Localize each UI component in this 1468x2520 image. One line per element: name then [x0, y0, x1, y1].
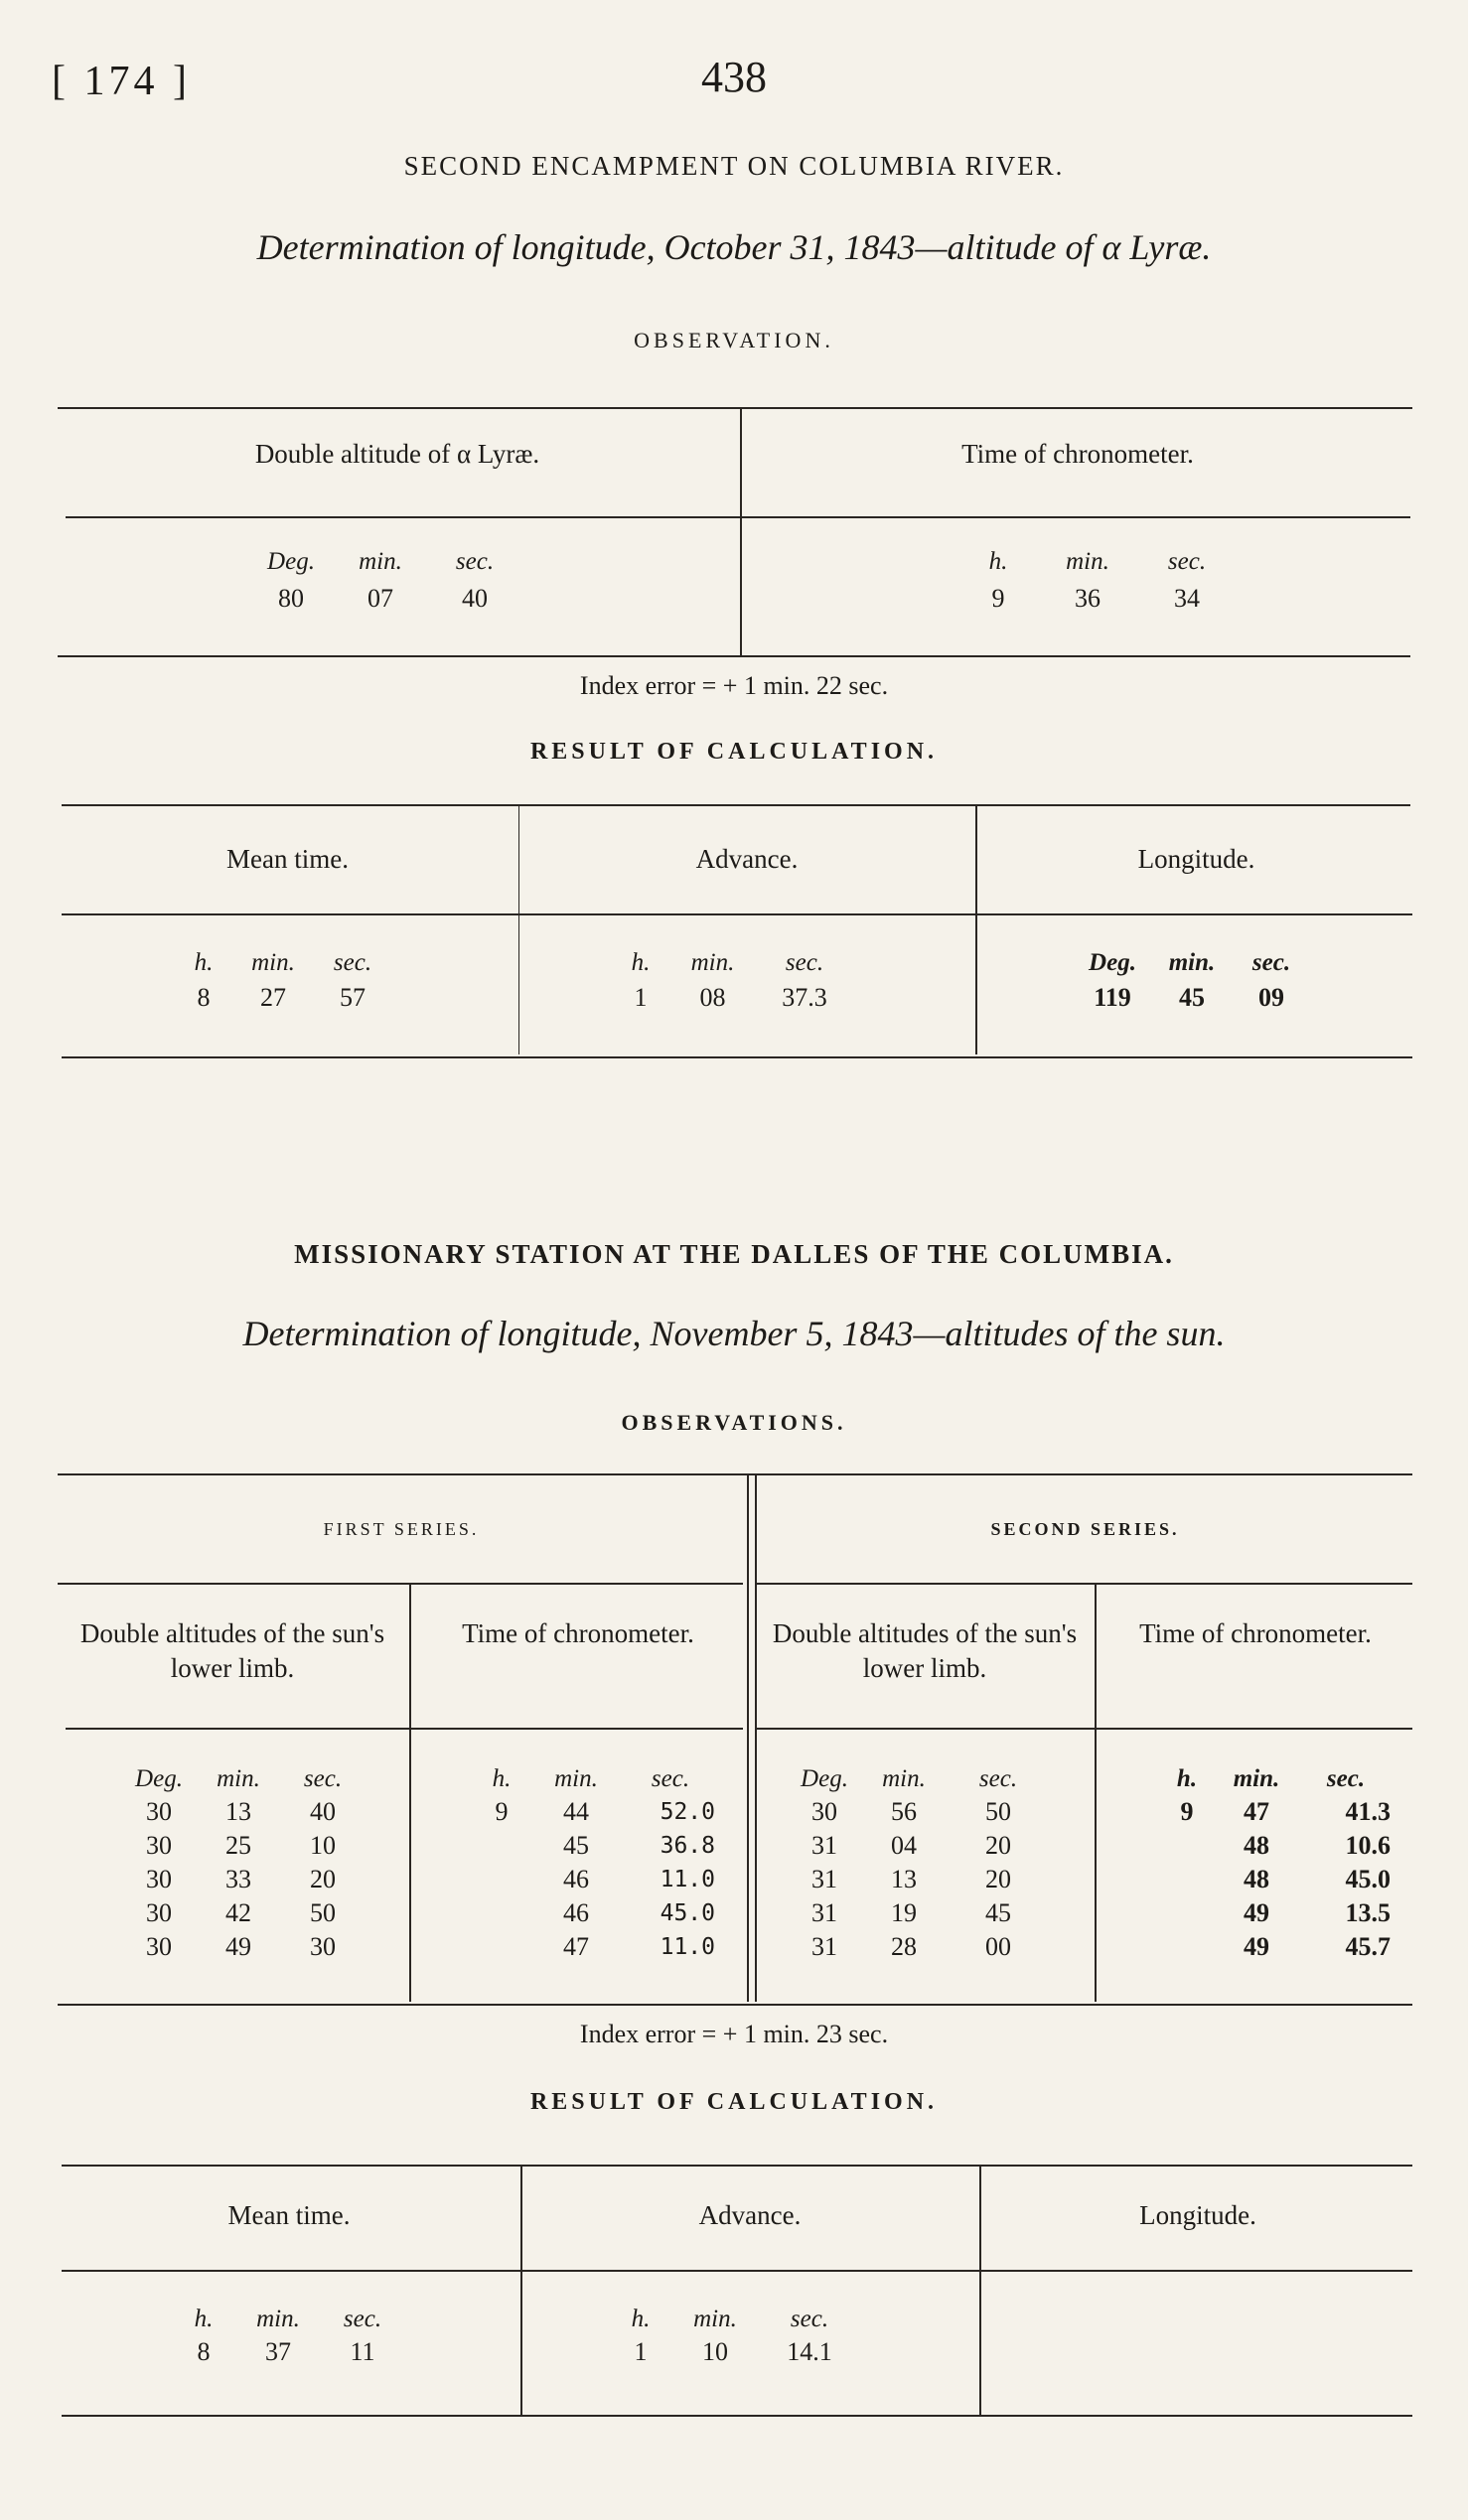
value-min: 37 [265, 2337, 291, 2366]
result2-col2-values [616, 2337, 854, 2367]
value-h: 8 [197, 983, 211, 1012]
first-time-h-column [477, 1795, 526, 1964]
cell: 49 [225, 1932, 251, 1961]
table-rule [66, 516, 1410, 518]
cell [1184, 1863, 1191, 1896]
cell: 45.7 [1345, 1932, 1391, 1961]
second-alt-sec-column [954, 1795, 1043, 1964]
unit-h: h. [988, 548, 1008, 575]
cell: 31 [811, 1865, 837, 1893]
table-rule [62, 2270, 1412, 2272]
cell: 44 [563, 1797, 589, 1826]
obs-col2-values [963, 584, 1232, 614]
cell: 30 [146, 1797, 172, 1826]
table-divider [520, 2167, 522, 2415]
table-rule [58, 407, 1412, 409]
result1-col1-units [179, 949, 387, 977]
second-alt-header: Double altitudes of the sun's lower limb. [772, 1618, 1078, 1684]
value-deg: 119 [1094, 983, 1131, 1012]
result1-col2-values [616, 983, 849, 1013]
result1-col3-values [1078, 983, 1306, 1013]
unit-h: h. [1176, 1765, 1198, 1792]
value-sec: 37.3 [782, 983, 827, 1012]
value-sec: 14.1 [787, 2337, 832, 2366]
cell: 13 [891, 1865, 917, 1893]
section1-title: SECOND ENCAMPMENT ON COLUMBIA RIVER. [403, 151, 1065, 181]
section1-index-error: Index error = + 1 min. 22 sec. [579, 671, 889, 700]
unit-deg: Deg. [135, 1765, 183, 1792]
cell: 30 [146, 1932, 172, 1961]
unit-min: min. [690, 949, 735, 976]
result2-col3-header: Longitude. [1139, 2200, 1256, 2230]
second-time-h-column [1162, 1795, 1212, 1964]
first-alt-values [129, 1795, 358, 1964]
unit-min: min. [359, 548, 402, 575]
table-rule [757, 1728, 1412, 1730]
cell: 41.3 [1345, 1797, 1391, 1826]
unit-min: min. [217, 1765, 260, 1792]
table-rule [62, 2415, 1412, 2417]
cell: 13.5 [1345, 1898, 1391, 1927]
unit-min: min. [1066, 548, 1109, 575]
obs-col2-units [963, 548, 1232, 576]
cell: 11.0 [660, 1934, 715, 1960]
cell: 30 [811, 1797, 837, 1826]
table-rule [62, 1056, 1412, 1058]
cell: 10 [310, 1831, 336, 1860]
unit-min: min. [693, 2306, 737, 2332]
cell: 28 [891, 1932, 917, 1961]
unit-deg: Deg. [801, 1765, 848, 1792]
table-divider [518, 806, 519, 1054]
cell: 9 [495, 1797, 509, 1826]
unit-sec: sec. [1251, 949, 1291, 976]
unit-sec: sec. [343, 2306, 382, 2332]
first-time-header: Time of chronometer. [462, 1618, 694, 1648]
unit-h: h. [194, 949, 214, 976]
unit-sec: sec. [651, 1765, 690, 1792]
cell: 49 [1244, 1932, 1269, 1961]
obs-col1-header: Double altitude of α Lyræ. [254, 439, 540, 469]
unit-sec: sec. [978, 1765, 1018, 1792]
cell [1184, 1829, 1191, 1863]
cell: 13 [225, 1797, 251, 1826]
cell: 47 [563, 1932, 589, 1961]
cell: 31 [811, 1831, 837, 1860]
table-divider [740, 407, 742, 655]
section2-title: MISSIONARY STATION AT THE DALLES OF THE COLUMBIA. [294, 1239, 1174, 1269]
cell: 47 [1244, 1797, 1269, 1826]
page-number: 438 [701, 53, 767, 101]
unit-min: min. [1168, 949, 1216, 976]
unit-sec: sec. [333, 949, 372, 976]
table-rule [58, 1473, 1412, 1475]
value-h: 1 [634, 983, 648, 1012]
value-sec: 34 [1174, 584, 1200, 613]
second-alt-units [795, 1765, 1043, 1793]
value-min: 45 [1179, 983, 1205, 1012]
cell: 20 [310, 1865, 336, 1893]
cell: 19 [891, 1898, 917, 1927]
obs-col1-values [256, 584, 514, 614]
unit-sec: sec. [785, 949, 824, 976]
table-divider [1095, 1585, 1097, 2002]
unit-min: min. [882, 1765, 926, 1792]
table-rule [58, 655, 1410, 657]
section1-subtitle: Determination of longitude, October 31, 1843—altitude of α Lyræ. [256, 227, 1212, 267]
value-sec: 11 [350, 2337, 375, 2366]
cell: 48 [1244, 1831, 1269, 1860]
second-alt-min-column [854, 1795, 954, 1964]
cell: 45 [563, 1831, 589, 1860]
table-rule [62, 913, 1412, 915]
section1-observation-label: OBSERVATION. [634, 328, 834, 352]
cell: 40 [310, 1797, 336, 1826]
unit-sec: sec. [455, 548, 495, 575]
section2-result-label: RESULT OF CALCULATION. [529, 2089, 939, 2115]
first-alt-min-column [189, 1795, 288, 1964]
value-sec: 40 [462, 584, 488, 613]
cell: 50 [985, 1797, 1011, 1826]
cell: 31 [811, 1898, 837, 1927]
result2-col2-units [616, 2306, 854, 2333]
value-min: 10 [702, 2337, 728, 2366]
cell: 48 [1244, 1865, 1269, 1893]
result1-col1-values [179, 983, 387, 1013]
second-time-header: Time of chronometer. [1139, 1618, 1372, 1648]
unit-min: min. [256, 2306, 300, 2332]
table-divider [975, 806, 977, 1054]
cell: 20 [985, 1865, 1011, 1893]
unit-h: h. [194, 2306, 214, 2332]
cell [1184, 1930, 1191, 1964]
unit-min: min. [554, 1765, 598, 1792]
second-time-min-column [1212, 1795, 1301, 1964]
value-min: 08 [699, 983, 726, 1012]
cell: 46 [563, 1865, 589, 1893]
cell [499, 1863, 506, 1896]
result1-col3-header: Longitude. [1137, 844, 1255, 874]
unit-deg: Deg. [267, 548, 315, 575]
section2-subtitle: Determination of longitude, November 5, 1843—altitudes of the sun. [242, 1314, 1226, 1353]
unit-min: min. [251, 949, 295, 976]
cell: 56 [891, 1797, 917, 1826]
result2-col2-header: Advance. [698, 2200, 802, 2230]
second-alt-values [795, 1795, 1043, 1964]
bracket-page-number: [ 174 ] [52, 59, 191, 104]
cell: 36.8 [660, 1833, 715, 1859]
value-min: 36 [1075, 584, 1101, 613]
cell: 11.0 [660, 1867, 715, 1892]
obs-col1-units [256, 548, 514, 576]
value-min: 07 [367, 584, 393, 613]
second-time-values [1162, 1795, 1391, 1964]
first-time-min-column [526, 1795, 626, 1964]
first-time-sec-column [626, 1795, 715, 1964]
unit-h: h. [631, 2306, 651, 2332]
cell [499, 1896, 506, 1930]
unit-sec: sec. [303, 1765, 343, 1792]
cell: 45 [985, 1898, 1011, 1927]
table-rule [66, 1728, 743, 1730]
table-divider [979, 2167, 981, 2415]
result1-col2-units [616, 949, 849, 977]
cell: 42 [225, 1898, 251, 1927]
first-alt-sec-column [288, 1795, 358, 1964]
cell [499, 1930, 506, 1964]
cell: 46 [563, 1898, 589, 1927]
first-alt-header: Double altitudes of the sun's lower limb. [79, 1618, 385, 1684]
cell: 9 [1180, 1797, 1194, 1826]
section1-result-label: RESULT OF CALCULATION. [529, 739, 939, 765]
first-alt-deg-column [129, 1795, 189, 1964]
cell: 30 [146, 1831, 172, 1860]
unit-h: h. [492, 1765, 512, 1792]
section2-observation-label: OBSERVATIONS. [621, 1410, 847, 1435]
unit-deg: Deg. [1089, 949, 1136, 976]
unit-sec: sec. [1167, 548, 1207, 575]
table-divider [409, 1585, 411, 2002]
result2-col1-values [179, 2337, 397, 2367]
cell: 45.0 [660, 1900, 715, 1926]
table-divider-double [755, 1473, 757, 2002]
value-sec: 09 [1258, 983, 1284, 1012]
cell: 10.6 [1345, 1831, 1391, 1860]
first-time-values [477, 1795, 715, 1964]
second-series-label: SECOND SERIES. [990, 1519, 1180, 1539]
obs-col2-header: Time of chronometer. [961, 439, 1194, 469]
cell: 00 [985, 1932, 1011, 1961]
unit-sec: sec. [1326, 1765, 1366, 1792]
result2-col1-header: Mean time. [227, 2200, 351, 2230]
table-rule [757, 1583, 1412, 1585]
value-h: 1 [634, 2337, 648, 2366]
table-rule [58, 2004, 1412, 2006]
cell: 52.0 [660, 1799, 715, 1825]
value-h: 9 [991, 584, 1005, 613]
result2-col1-units [179, 2306, 397, 2333]
section2-index-error: Index error = + 1 min. 23 sec. [579, 2020, 889, 2048]
cell [499, 1829, 506, 1863]
value-min: 27 [260, 983, 286, 1012]
result1-col1-header: Mean time. [226, 844, 349, 874]
result1-col2-header: Advance. [695, 844, 799, 874]
cell: 49 [1244, 1898, 1269, 1927]
unit-min: min. [1233, 1765, 1280, 1792]
cell: 45.0 [1345, 1865, 1391, 1893]
unit-h: h. [631, 949, 651, 976]
cell: 30 [146, 1898, 172, 1927]
first-alt-units [129, 1765, 358, 1793]
value-deg: 80 [278, 584, 304, 613]
unit-sec: sec. [790, 2306, 829, 2332]
cell: 50 [310, 1898, 336, 1927]
value-h: 8 [197, 2337, 211, 2366]
cell: 04 [891, 1831, 917, 1860]
first-time-units [477, 1765, 715, 1793]
cell: 25 [225, 1831, 251, 1860]
cell: 30 [310, 1932, 336, 1961]
table-rule [62, 804, 1410, 806]
table-rule [62, 2165, 1412, 2167]
second-time-sec-column [1301, 1795, 1391, 1964]
second-time-units [1162, 1765, 1391, 1793]
cell: 31 [811, 1932, 837, 1961]
table-rule [58, 1583, 743, 1585]
table-divider-double [747, 1473, 749, 2002]
first-series-label: FIRST SERIES. [323, 1519, 480, 1539]
second-alt-deg-column [795, 1795, 854, 1964]
cell: 30 [146, 1865, 172, 1893]
result1-col3-units [1078, 949, 1306, 977]
value-sec: 57 [340, 983, 366, 1012]
cell [1184, 1896, 1191, 1930]
cell: 33 [225, 1865, 251, 1893]
cell: 20 [985, 1831, 1011, 1860]
